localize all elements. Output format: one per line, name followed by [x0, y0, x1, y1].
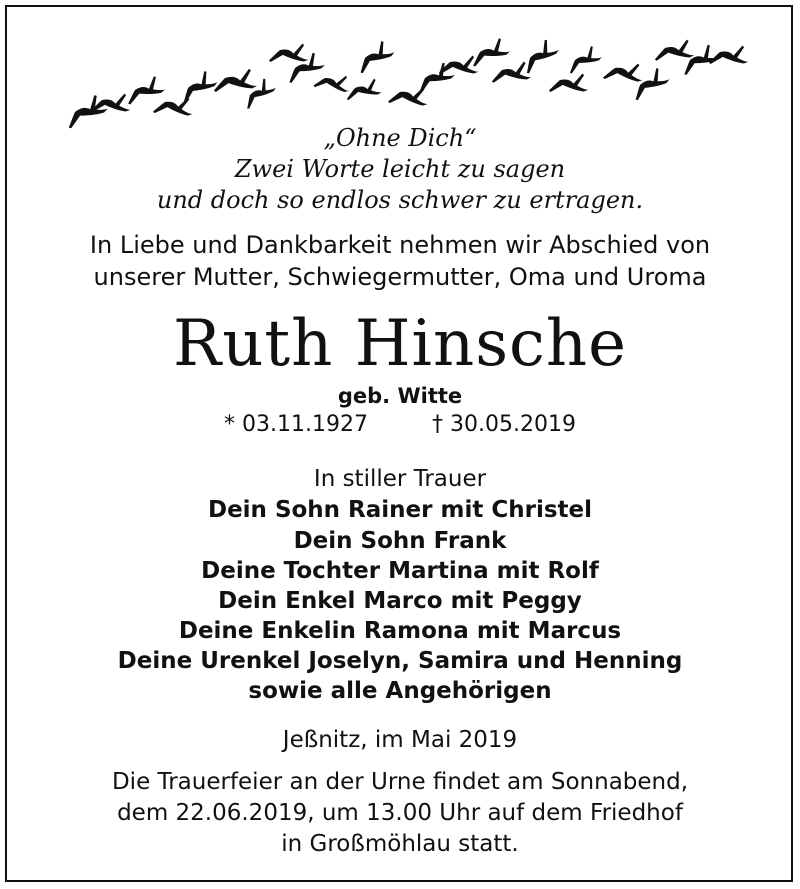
mourners-heading: In stiller Trauer — [313, 466, 487, 492]
mourner-5: Deine Enkelin Ramona mit Marcus — [178, 618, 622, 644]
intro-line-2: unserer Mutter, Schwiegermutter, Oma und Uroma — [93, 263, 707, 291]
bird-silhouette-icon — [629, 66, 672, 101]
bird-silhouette-icon — [347, 77, 383, 103]
place-date: Jeßnitz, im Mai 2019 — [282, 727, 518, 753]
mourner-6: Deine Urenkel Joselyn, Samira und Henning — [117, 648, 683, 674]
mourner-3: Deine Tochter Martina mit Rolf — [201, 558, 599, 584]
poem-line-3: und doch so endlos schwer zu ertragen. — [156, 186, 644, 214]
maiden-name: geb. Witte — [337, 384, 463, 408]
bird-silhouette-icon — [709, 38, 752, 73]
ceremony-line-1: Die Trauerfeier an der Urne findet am Sonnabend, — [111, 769, 689, 795]
bird-silhouette-icon — [91, 86, 134, 121]
poem-line-1: „Ohne Dich“ — [323, 124, 477, 152]
ceremony-line-2: dem 22.06.2019, um 13.00 Uhr auf dem Friedhof — [117, 800, 683, 826]
bird-silhouette-icon — [240, 76, 280, 110]
bird-silhouette-icon — [177, 69, 220, 104]
bird-silhouette-icon — [518, 36, 563, 73]
intro-line-1: In Liebe und Dankbarkeit nehmen wir Abschied von — [89, 231, 711, 259]
death-date: † 30.05.2019 — [432, 412, 576, 437]
bird-silhouette-icon — [549, 66, 592, 101]
bird-silhouette-icon — [313, 65, 354, 101]
mourner-7: sowie alle Angehörigen — [248, 678, 552, 704]
birth-date: * 03.11.1927 — [224, 412, 368, 437]
ceremony-line-3: in Großmöhlau statt. — [281, 831, 519, 857]
mourner-1: Dein Sohn Rainer mit Christel — [207, 497, 592, 523]
poem-line-2: Zwei Worte leicht zu sagen — [234, 155, 566, 183]
bird-silhouette-icon — [126, 75, 166, 104]
life-dates — [0, 412, 800, 437]
mourner-2: Dein Sohn Frank — [293, 528, 507, 554]
bird-silhouette-icon — [566, 45, 604, 74]
deceased-name: Ruth Hinsche — [173, 307, 627, 381]
mourner-4: Dein Enkel Marco mit Peggy — [218, 588, 582, 614]
bird-silhouette-icon — [354, 39, 397, 74]
bird-silhouette-icon — [471, 37, 511, 66]
